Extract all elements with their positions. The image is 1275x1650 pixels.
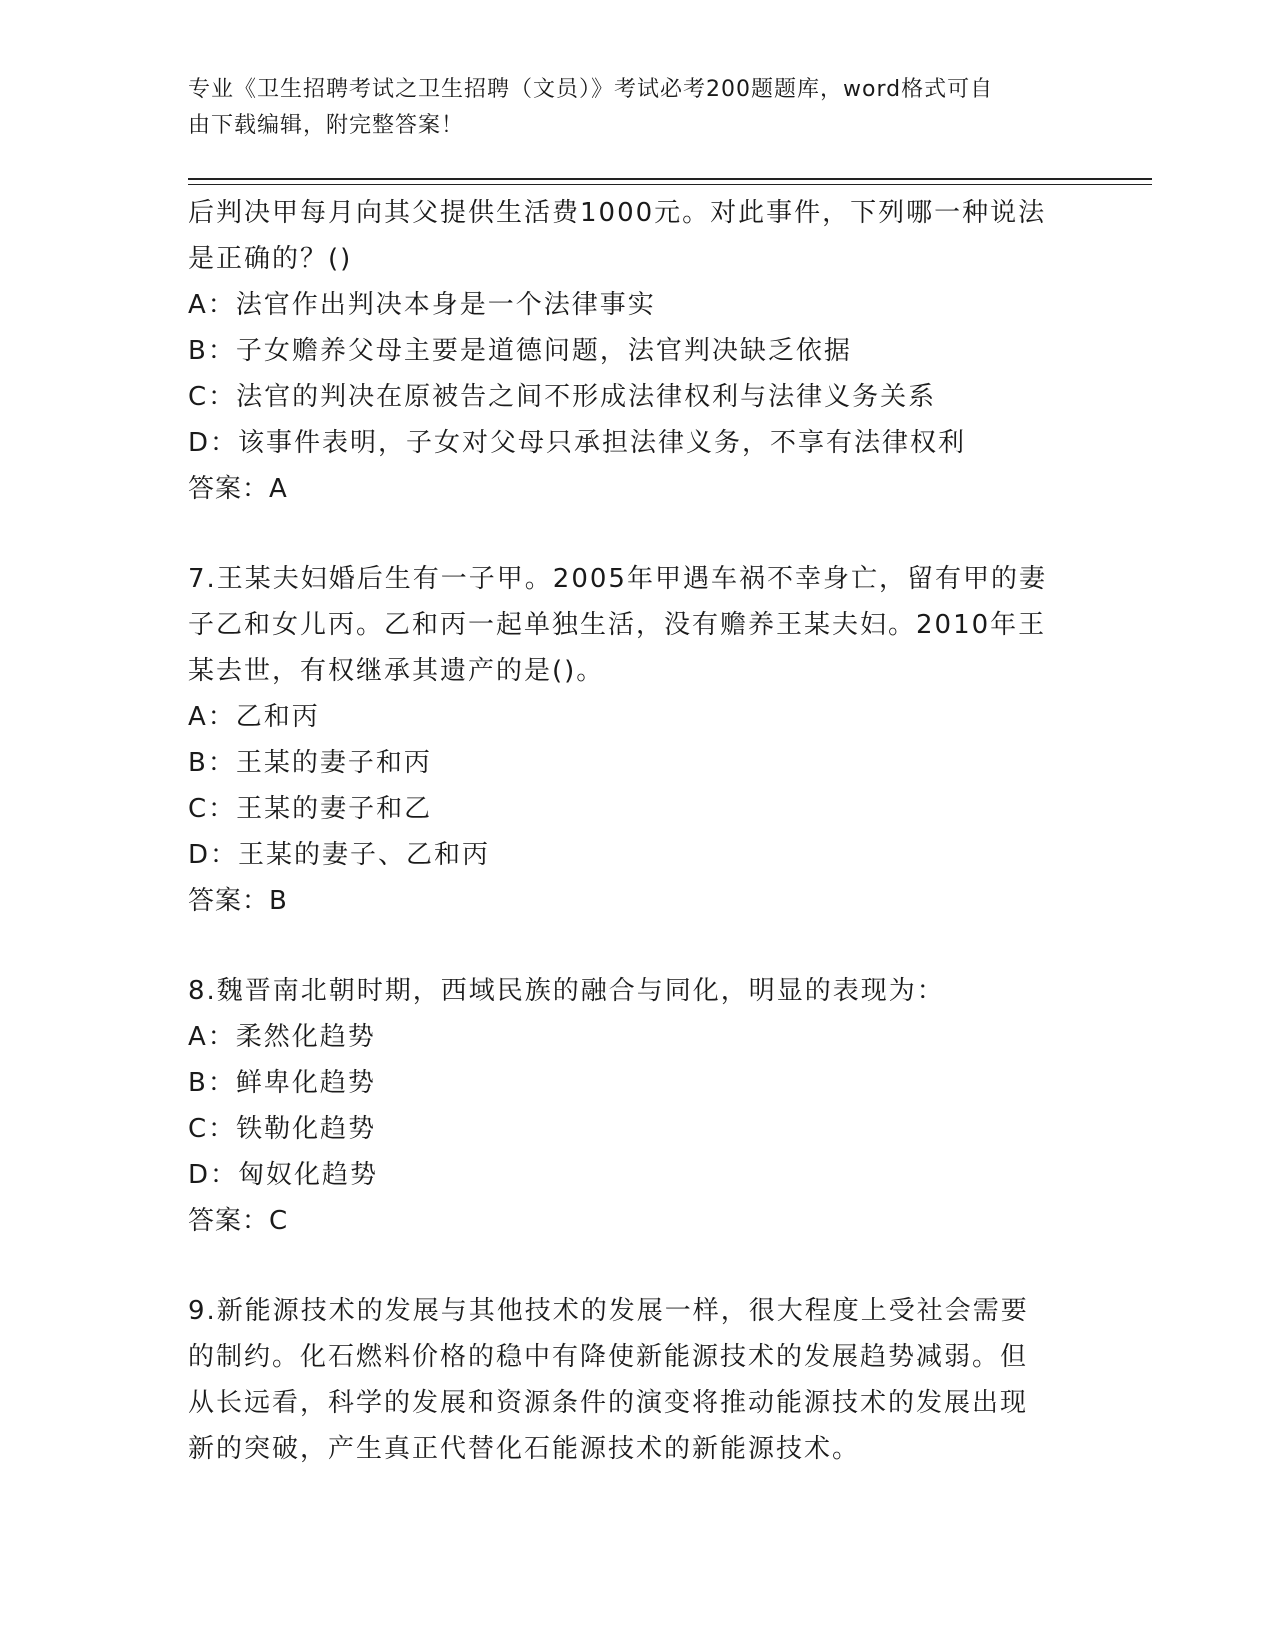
header-line-2: 由下载编辑，附完整答案！ xyxy=(188,113,465,138)
option-b: B：子女赡养父母主要是道德问题，法官判决缺乏依据 xyxy=(188,336,852,366)
option-d: D：该事件表明，子女对父母只承担法律义务，不享有法律权利 xyxy=(188,428,967,458)
question-9 xyxy=(188,1288,1088,1472)
option-a: A：乙和丙 xyxy=(188,702,320,732)
option-b: B：鲜卑化趋势 xyxy=(188,1068,376,1098)
option-a: A：法官作出判决本身是一个法律事实 xyxy=(188,290,656,320)
option-d: D：匈奴化趋势 xyxy=(188,1160,379,1190)
question-stem-line: 的制约。化石燃料价格的稳中有降使新能源技术的发展趋势减弱。但 xyxy=(188,1342,1029,1372)
question-stem-line: 某去世，有权继承其遗产的是()。 xyxy=(188,656,605,686)
spacer xyxy=(188,512,1088,556)
answer-label: 答案：C xyxy=(188,1206,289,1236)
question-stem-line: 9.新能源技术的发展与其他技术的发展一样，很大程度上受社会需要 xyxy=(188,1296,1029,1326)
option-c: C：王某的妻子和乙 xyxy=(188,794,433,824)
question-7 xyxy=(188,556,1088,924)
question-stem-line: 后判决甲每月向其父提供生活费1000元。对此事件，下列哪一种说法 xyxy=(188,198,1047,228)
option-b: B：王某的妻子和丙 xyxy=(188,748,432,778)
question-stem-line: 子乙和女儿丙。乙和丙一起单独生活，没有赡养王某夫妇。2010年王 xyxy=(188,610,1047,640)
spacer xyxy=(188,1244,1088,1288)
question-8 xyxy=(188,968,1088,1244)
header-rule-thin xyxy=(188,184,1152,185)
question-list xyxy=(188,190,1088,1472)
question-stem-line: 是正确的？() xyxy=(188,244,353,274)
header-rule-thick xyxy=(188,178,1152,180)
option-c: C：法官的判决在原被告之间不形成法律权利与法律义务关系 xyxy=(188,382,937,412)
option-a: A：柔然化趋势 xyxy=(188,1022,376,1052)
answer-label: 答案：B xyxy=(188,886,288,916)
question-6 xyxy=(188,190,1088,512)
question-stem-line: 7.王某夫妇婚后生有一子甲。2005年甲遇车祸不幸身亡，留有甲的妻 xyxy=(188,564,1047,594)
question-stem-line: 新的突破，产生真正代替化石能源技术的新能源技术。 xyxy=(188,1434,861,1464)
spacer xyxy=(188,924,1088,968)
option-d: D：王某的妻子、乙和丙 xyxy=(188,840,491,870)
document-header xyxy=(188,72,1068,144)
question-stem-line: 从长远看，科学的发展和资源条件的演变将推动能源技术的发展出现 xyxy=(188,1388,1029,1418)
option-c: C：铁勒化趋势 xyxy=(188,1114,377,1144)
answer-label: 答案：A xyxy=(188,474,288,504)
header-line-1: 专业《卫生招聘考试之卫生招聘（文员）》考试必考200题题库，word格式可自 xyxy=(188,77,994,102)
question-stem-line: 8.魏晋南北朝时期，西域民族的融合与同化，明显的表现为： xyxy=(188,976,945,1006)
